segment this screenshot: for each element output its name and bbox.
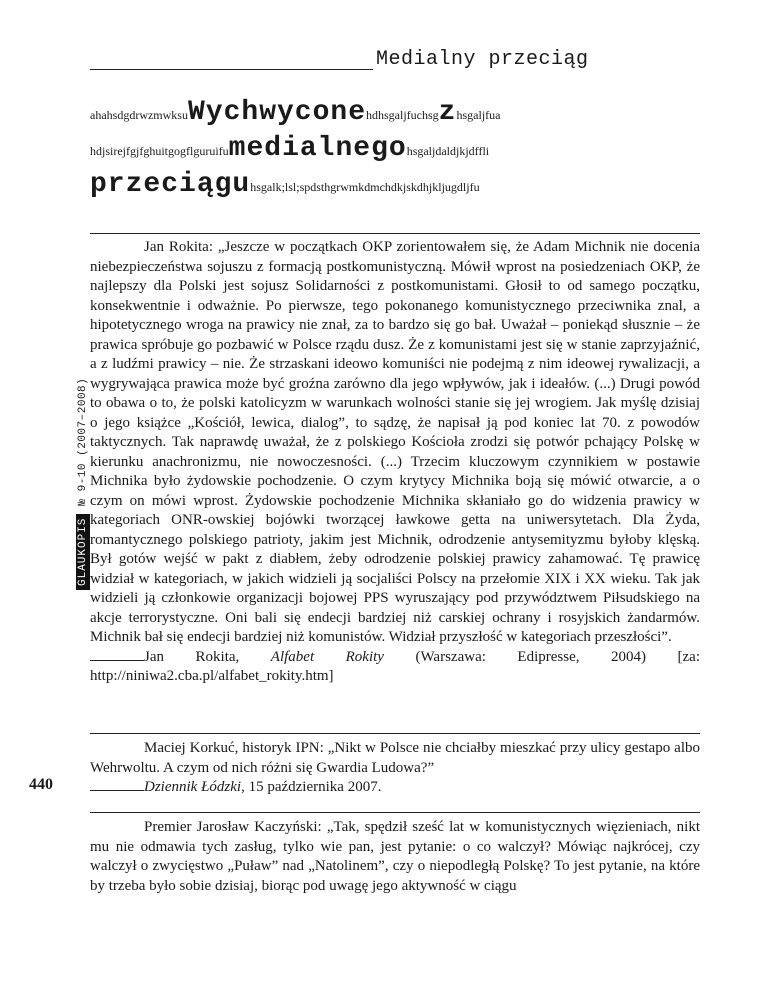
issue-number: № 9-10 (2007–2008)	[77, 377, 89, 506]
quote-korkuc	[90, 739, 700, 798]
journal-sidebar	[67, 320, 87, 620]
title-filler: hsgaljfua	[456, 108, 501, 122]
section-divider	[90, 233, 700, 234]
header-rule	[90, 69, 373, 70]
quote-text: Premier Jarosław Kaczyński: „Tak, spędził sześć lat w komunistycznych więzieniach, nikt mu nie odmawia tych zasług, tylko wie pan, jest pytanie: o co walczył? Mówiąc najkrócej, czy walczył o zwycięstwo „Puław” nad „Natolinem”, czy o niepodległą Polskę? To jest pytanie, na które by trzeba było sobie dzisiaj, biorąc pod uwagę jego aktywność w ciągu	[90, 819, 700, 894]
title-word-przeciagu: przeciągu	[90, 169, 251, 200]
journal-name: GLAUKOPIS	[76, 514, 90, 590]
quote-rokita	[90, 238, 700, 687]
title-line-3	[90, 168, 730, 204]
title-line-2	[90, 132, 730, 168]
title-filler: hdhsgaljfuchsg	[366, 108, 439, 122]
title-filler: hsgaljdaldjkjdffli	[406, 144, 490, 158]
title-word-wychwycone: Wychwycone	[187, 97, 367, 128]
quote-kaczynski	[90, 818, 700, 896]
quote-source: Dziennik Łódzki, 15 października 2007.	[90, 778, 700, 798]
source-title: Dziennik Łódzki,	[144, 779, 245, 795]
title-filler: hdjsirejfgjfghuitgogflguruifu	[90, 144, 229, 158]
title-word-medialnego: medialnego	[228, 133, 407, 164]
title-filler: ahahsdgdrwzmwksu	[90, 108, 188, 122]
title-line-1	[90, 96, 730, 132]
title-filler: hsgalk;lsl;spdsthgrwmkdmchdkjskdhjkljugdljfu	[250, 180, 480, 194]
quote-text: Jan Rokita: „Jeszcze w początkach OKP zorientowałem się, że Adam Michnik nie docenia niebezpieczeństwa sojuszu z formacją postkomunistyczną. Mówił wprost na posiedzeniach OKP, że najlepszy dla Polski jest sojusz Solidarności z postkomunistami. Głosił to od samego początku, konsekwentnie i odważnie. Po pierwsze, tego pokonanego komunistycznego przeciwnika znal, a hipotetycznego wroga na prawicy nie znał, za to bardzo się go bał. Uważał – poniekąd słusznie – że prawica spróbuje go pozbawić w Polsce rządu dusz. Że z komunistami jest się w stanie zaprzyjaźnić, a z ludźmi prawicy – nie. Że strzaskani ideowo komuniści nie podejmą z nim ideowej rywalizacji, a wygrywająca prawica może być groźna zarówno dla jego wpływów, jak i ideałów. (...) Drugi powód to obawa o to, że polski katolicyzm w warunkach wolności stanie się jej wrogiem. Jak myślę dzisiaj o jego książce „Kościół, lewica, dialog”, to sądzę, że napisał ją pod koniec lat 70. z powodów taktycznych. Tak naprawdę uważał, że z polskiego Kościoła zrodzi się potwór pchający Polskę w kierunku anachronizmu, nie nowoczesności. (...) Trzecim kluczowym czynnikiem w postawie Michnika było żydowskie pochodzenie. O czym krytycy Michnika boją się mówić otwarcie, a o czym on mówi wprost. Żydowskie pochodzenie Michnika skłaniało go do widzenia prawicy w kategoriach ONR-owskiej bojówki tworzącej ławkowe getta na uniwersytetach. Dla Żyda, romantycznego polskiego patrioty, jakim jest Michnik, odrodzenie antysemityzmu byłoby klęską. Był gotów wejść w pakt z diabłem, żeby odrodzenie polskiej prawicy zahamować. Tę prawicę widział w kategoriach, w jakich widzieli ją socjaliści Polscy na przełomie XIX i XX wieku. Tak jak widzieli ją członkowie organizacji bojowej PPS wyruszający pod przywództwem Piłsudskiego na akcje terrorystyczne. Oni bali się endecji bardziej niż carskiej ochrany i rosyjskich żandarmów. Michnik bał się endecji bardziej niż komunistów. Widział przyszłość w kategoriach przeszłości”.	[90, 239, 700, 645]
running-title: Medialny przeciąg	[376, 48, 589, 71]
quote-source: Jan Rokita, Alfabet Rokity (Warszawa: Edipresse, 2004) [za: http://niniwa2.cba.pl/alfabet_rokity.htm]	[90, 648, 700, 684]
section-divider	[90, 733, 700, 734]
quote-text: Maciej Korkuć, historyk IPN: „Nikt w Polsce nie chciałby mieszkać przy ulicy gestapo albo Wehrwoltu. A czym od nich różni się Gwardia Ludowa?”	[90, 740, 700, 776]
section-title	[90, 96, 730, 204]
page-number: 440	[29, 776, 53, 793]
title-letter-z: z	[438, 97, 457, 128]
source-title: Alfabet Rokity	[270, 648, 384, 665]
section-divider	[90, 812, 700, 813]
